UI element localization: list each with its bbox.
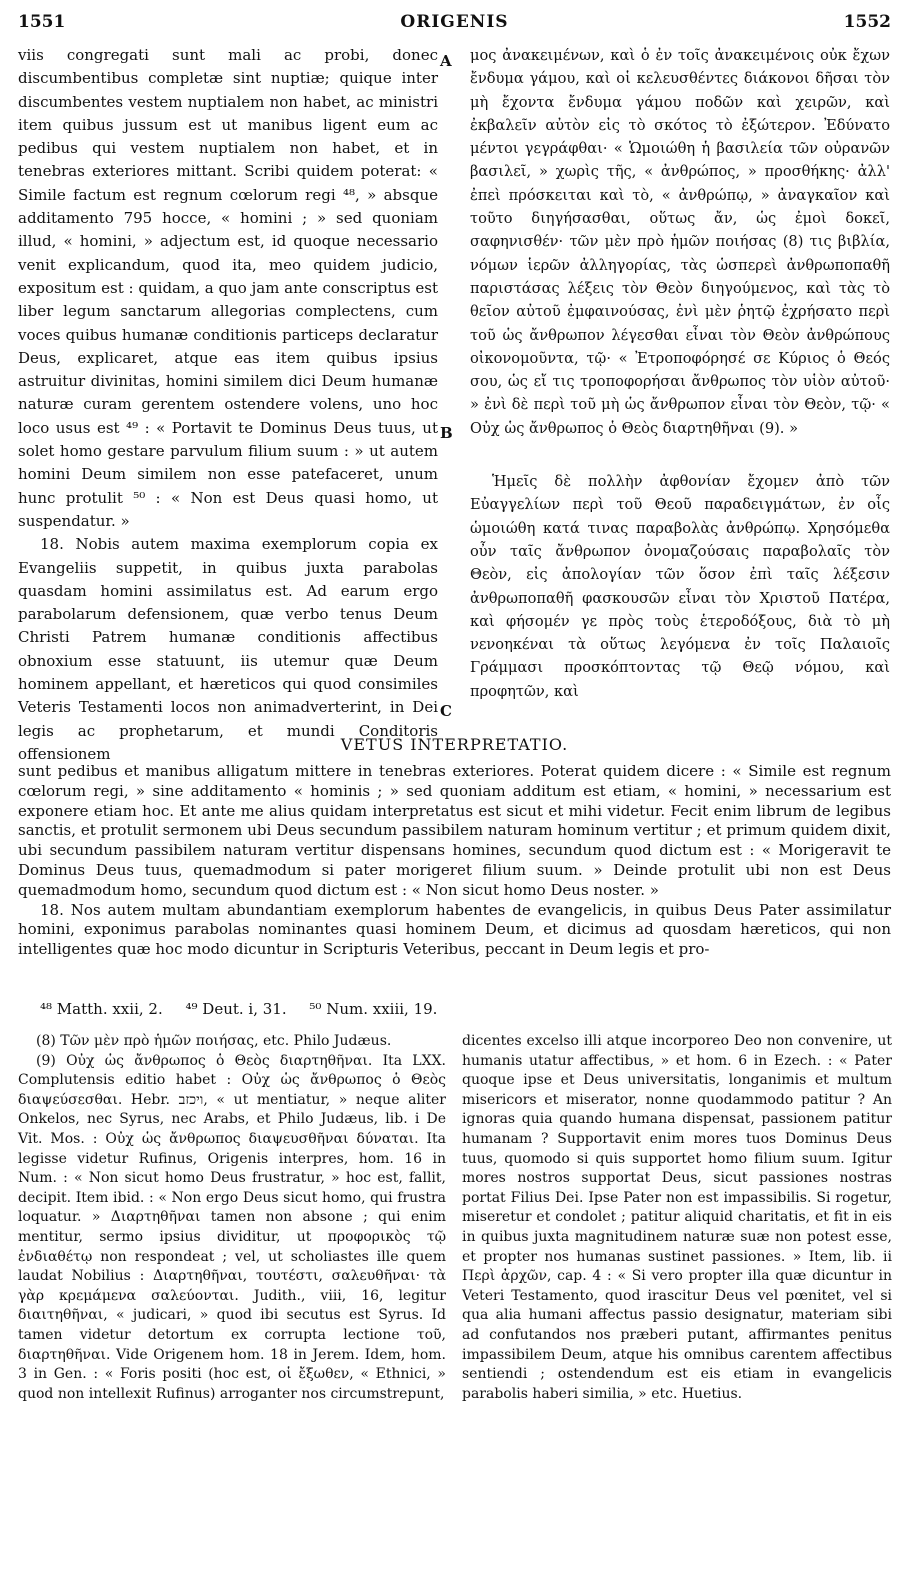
- reference-48: ⁴⁸ Matth. xxii, 2.: [40, 1000, 163, 1018]
- vetus-paragraph: 18. Nos autem multam abundantiam exemplorum habentes de evangelicis, in quibus Deus Pater assimilatur homini, exponimus parabolas nominantes quasi hominem Deum, et dicimus ad quosdam hæreticos, qui non intelligentes quæ hoc modo dicuntur in Scripturis Veteribus, peccant in Deum legis et pro-: [18, 900, 891, 959]
- vetus-paragraph: sunt pedibus et manibus alligatum mittere in tenebras exteriores. Poterat quidem dicere : « Simile est regnum cœlorum regi, » sine additamento « hominis ; » sed quoniam additum est etiam, « homini, » necessarium est exponere etiam hoc. Et ante me alius quidam interpretatus est sicut et mihi videtur. Fecit enim librum de legibus sanctis, et protulit sermonem ubi Deus secundum passibilem naturam hominum vertitur ; et primum quidem dixit, ubi secundum passibilem naturam vertitur dispensans homines, secundum quod dictum est : « Morigeravit te Dominus Deus tuus, quemadmodum si pater morigeret filium suum. » Deinde protulit ubi non est Deus quemadmodum homo, secundum quod dictum est : « Non sicut homo Deus noster. »: [18, 762, 891, 899]
- section-marker-b: B: [440, 424, 453, 442]
- latin-column: [18, 44, 438, 763]
- scripture-references: [40, 1000, 455, 1018]
- vetus-interpretatio-text: [18, 762, 891, 994]
- footnote-8: (8) Τῶν μὲν πρὸ ἡμῶν ποιήσας, etc. Philo Judæus.: [36, 1033, 392, 1049]
- section-marker-a: A: [440, 52, 452, 70]
- greek-paragraph: μος ἀνακειμένων, καὶ ὁ ἐν τοῖς ἀνακειμένοις οὐκ ἔχων ἔνδυμα γάμου, καὶ οἱ κελευσθέντες διάκονοι δῆσαι τὸν μὴ ἔχοντα ἔνδυμα γάμου ποδῶν καὶ χειρῶν, καὶ ἐκβαλεῖν αὐτὸν εἰς τὸ σκότος τὸ ἐξώτερον. Ἐδύνατο μέντοι γεγράφθαι· « Ὡμοιώθη ἡ βασιλεία τῶν οὐρανῶν βασιλεῖ, » χωρὶς τῆς, « ἀνθρώπος, » προσθήκης· ἀλλ' ἐπεὶ πρόσκειται καὶ τὸ, « ἀνθρώπῳ, » ἀναγκαῖον καὶ τοῦτο διηγήσασθαι, οὕτως ἄν, ὡς ἐμοὶ δοκεῖ, σαφηνισθέν· τῶν μὲν πρὸ ἡμῶν ποιήσας (8) τις βιβλία, νόμων ἱερῶν ἀλληγορίας, τὰς ὡσπερεὶ ἀνθρωποπαθῆ παριστάσας λέξεις τὸν Θεὸν διηγούμενος, καὶ τὰς τὸ θεῖον αὐτοῦ ἐμφαινούσας, ἐνὶ μὲν ῥητῷ ἐχρήσατο περὶ τοῦ ὡς ἄνθρωπον λέγεσθαι εἶναι τὸν Θεὸν ἀνθρώπους οἰκονομοῦντα, τῷ· « Ἐτροποφόρησέ σε Κύριος ὁ Θεός σου, ὡς εἴ τις τροποφορήσαι ἄνθρωπος τὸν υἱὸν αὐτοῦ· » ἐνὶ δὲ περὶ τοῦ μὴ ὡς ἄνθρωπον εἶναι τὸν Θεὸν, τῷ· « Οὐχ ὡς ἄνθρωπος ὁ Θεὸς διαρτηθῆναι (9). »: [470, 47, 890, 437]
- footnotes-left: [18, 1032, 446, 1572]
- greek-column: [470, 44, 890, 730]
- reference-50: ⁵⁰ Num. xxiii, 19.: [309, 1000, 438, 1018]
- reference-49: ⁴⁹ Deut. i, 31.: [185, 1000, 287, 1018]
- page-header: [18, 12, 891, 38]
- vetus-interpretatio-title: VETUS INTERPRETATIO.: [340, 735, 569, 754]
- footnote-9: (9) Οὐχ ὡς ἄνθρωπος ὁ Θεὸς διαρτηθῆναι. Ita LXX. Complutensis editio habet : Οὐχ ὡς ἄνθρωπος ὁ Θεὸς διαψεύσεσθαι. Hebr. ויכזב, « ut mentiatur, » neque aliter Onkelos, nec Syrus, nec Arabs, et Philo Judæus, lib. i De Vit. Mos. : Οὐχ ὡς ἄνθρωπος διαψευσθῆναι δύναται. Ita legisse videtur Rufinus, Origenis interpres, hom. 16 in Num. : « Non sicut homo Deus frustratur, » hoc est, fallit, decipit. Item ibid. : « Non ergo Deus sicut homo, qui frustra loquatur. » Διαρτηθῆναι tamen non absone ; qui enim mentitur, sermo ipsius dividitur, ut προφορικὸς τῷ ἐνδιαθέτῳ non respondeat ; vel, ut scholiastes ille quem laudat Nobilius : Διαρτηθῆναι, τουτέστι, σαλευθῆναι· τὰ γὰρ κρεμάμενα σαλεύονται. Judith., viii, 16, legitur διαιτηθῆναι, « judicari, » quod ibi secutus est Syrus. Id tamen videtur detortum ex corrupta lectione τοῦ, διαρτηθῆναι. Vide Origenem hom. 18 in Jerem. Idem, hom. 3 in Gen. : « Foris positi (hoc est, οἱ ἔξωθεν, « Ethnici, » quod non intellexit Rufinus) arroganter nos circumstrepunt,: [18, 1052, 446, 1402]
- footnotes-right: [462, 1032, 892, 1572]
- section-marker-c: C: [440, 702, 452, 720]
- footnote-continuation: dicentes excelso illi atque incorporeo Deo non convenire, ut humanis utatur affectibus, » et hom. 6 in Ezech. : « Pater quoque ipse et Deus universitatis, longanimis et multum misericors et miserator, nonne quodammodo patitur ? An ignoras quia quando humana dispensat, passionem patitur humanam ? Supportavit enim mores tuos Dominus Deus tuus, quomodo si quis supportet homo filium suum. Igitur mores nostros supportat Deus, sicut passiones nostras portat Filius Dei. Ipse Pater non est impassibilis. Si rogetur, miseretur et condolet ; patitur aliquid charitatis, et fit in eis in quibus juxta magnitudinem naturæ suæ non potest esse, et propter nos humanas sustinet passiones. » Item, lib. ii Περὶ ἀρχῶν, cap. 4 : « Si vero propter illa quæ dicuntur in Veteri Testamento, quod irascitur Deus vel pœnitet, vel si qua alia humani affectus passio designatur, materiam sibi ad confutandos nos præberi putant, affirmantes penitus impassibilem Deum, atque his omnibus carentem affectibus sentiendi ; ostendendum est eis etiam in evangelicis parabolis haberi similia, » etc. Huetius.: [462, 1033, 892, 1402]
- greek-paragraph: Ἡμεῖς δὲ πολλὴν ἀφθονίαν ἔχομεν ἀπὸ τῶν Εὐαγγελίων περὶ τοῦ Θεοῦ παραδειγμάτων, ἐν οἷς ὡμοιώθη κατά τινας παραβολὰς ἀνθρώπῳ. Χρησόμεθα οὖν ταῖς ἄνθρωπον ὀνομαζούσαις παραβολαῖς τὸν Θεὸν, εἰς ἀπολογίαν τῶν ὅσον ἐπὶ ταῖς λέξεσιν ἀνθρωποπαθῆ φασκουσῶν εἶναι τὸν Χριστοῦ Πατέρα, καὶ φήσομέν γε πρὸς τοὺς ἑτεροδόξους, διὰ τὸ μὴ νενοηκέναι τὰ οὕτως λεγόμενα ἐν τοῖς Παλαιοῖς Γράμμασι προσκόπτοντας τῷ Θεῷ νόμου, καὶ προφητῶν, καὶ: [470, 473, 890, 700]
- running-title: ORIGENIS: [400, 12, 509, 32]
- latin-paragraph: viis congregati sunt mali ac probi, donec discumbentibus completæ sint nuptiæ; quique inter discumbentes vestem nuptialem non habet, ac ministri item quibus jussum est ut manibus ligent eum ac pedibus qui vestem nuptialem non habet, et in tenebras exteriores mittant. Scribi quidem poterat: « Simile factum est regnum cœlorum regi ⁴⁸, » absque additamento 795 hocce, « homini ; » sed quoniam illud, « homini, » adjectum est, id quoque necessario venit explicandum, quod ita, meo quidem judicio, expositum est : quidam, a quo jam ante conscriptus est liber legum sanctarum allegorias complectens, cum voces quibus humanæ conditionis particeps declaratur Deus, explicaret, atque eas item quibus ipsius astruitur divinitas, homini similem dici Deum humanæ naturæ curam gerentem ostendere volens, uno hoc loco usus est ⁴⁹ : « Portavit te Dominus Deus tuus, ut solet homo gestare parvulum filium suum : » ut autem homini Deum similem non esse patefaceret, unum hunc protulit ⁵⁰ : « Non est Deus quasi homo, ut suspendatur. »: [18, 46, 438, 530]
- page-number-right: 1552: [843, 12, 891, 32]
- page-number-left: 1551: [18, 12, 66, 32]
- latin-paragraph: 18. Nobis autem maxima exemplorum copia ex Evangeliis suppetit, in quibus juxta parabolas quasdam homini assimilatus est. Ad earum ergo parabolarum defensionem, quæ verbo tenus Deum Christi Patrem humanæ conditionis affectibus obnoxium esse statuunt, iis utemur quæ Deum hominem appellant, et hæreticos qui quod consimiles Veteris Testamenti locos non animadverterint, in Dei legis ac prophetarum, et mundi Conditoris offensionem: [18, 535, 438, 763]
